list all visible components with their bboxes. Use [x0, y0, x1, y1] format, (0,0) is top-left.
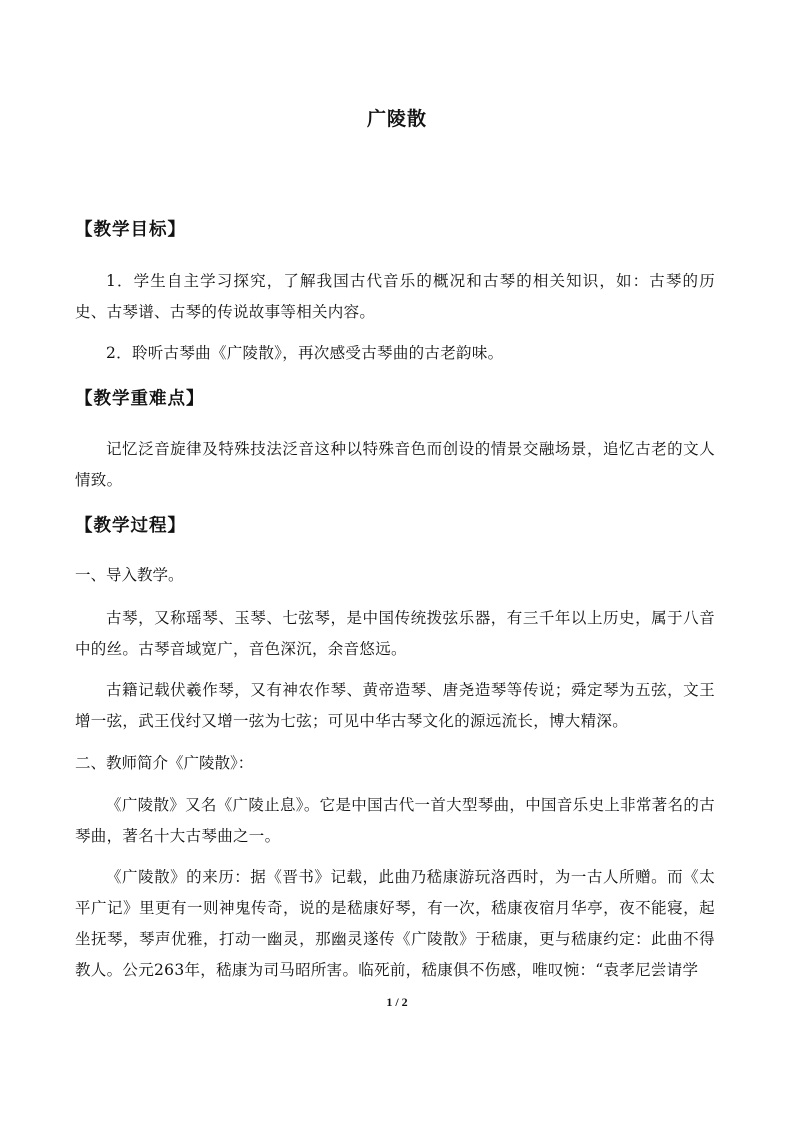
- key-points-heading: 【教学重难点】: [75, 389, 205, 409]
- page-indicator: 1 / 2: [386, 995, 408, 1009]
- process-heading: 【教学过程】: [75, 516, 186, 536]
- key-points-paragraph: 记忆泛音旋律及特殊技法泛音这种以特殊音色而创设的情景交融场景，追忆古老的文人情致。: [75, 440, 715, 489]
- step-2-title: 二、教师简介《广陵散》：: [75, 754, 254, 772]
- step-2-paragraph-2: 《广陵散》的来历：据《晋书》记载，此曲乃嵇康游玩洛西时，为一古人所赠。而《太平广记》里更有一则神鬼传奇，说的是嵇康好琴，有一次，嵇康夜宿月华亭，夜不能寝，起坐抚琴，琴声优雅，打动一幽灵，那幽灵遂传《广陵散》于嵇康，更与嵇康约定：此曲不得教人。公元263年，嵇康为司马昭所害。临死前，嵇康俱不伤感，唯叹惋：“袁孝尼尝请学: [75, 868, 715, 979]
- step-1-paragraph-1: 古琴，又称瑶琴、玉琴、七弦琴，是中国传统拨弦乐器，有三千年以上历史，属于八音中的丝。古琴音域宽广，音色深沉，余音悠远。: [75, 609, 715, 658]
- step-1-paragraph-2: 古籍记载伏羲作琴，又有神农作琴、黄帝造琴、唐尧造琴等传说；舜定琴为五弦，文王增一弦，武王伐纣又增一弦为七弦；可见中华古琴文化的源远流长，博大精深。: [75, 681, 715, 730]
- step-2-paragraph-1: 《广陵散》又名《广陵止息》。它是中国古代一首大型琴曲，中国音乐史上非常著名的古琴曲，著名十大古琴曲之一。: [75, 796, 715, 845]
- goal-2-paragraph: 2．聆听古琴曲《广陵散》，再次感受古琴曲的古老韵味。: [106, 344, 504, 362]
- document-title: 广陵散: [366, 108, 427, 130]
- goal-1-paragraph: 1．学生自主学习探究，了解我国古代音乐的概况和古琴的相关知识，如：古琴的历史、古琴谱、古琴的传说故事等相关内容。: [75, 272, 715, 321]
- step-1-title: 一、导入教学。: [75, 566, 184, 584]
- goals-heading: 【教学目标】: [75, 220, 186, 240]
